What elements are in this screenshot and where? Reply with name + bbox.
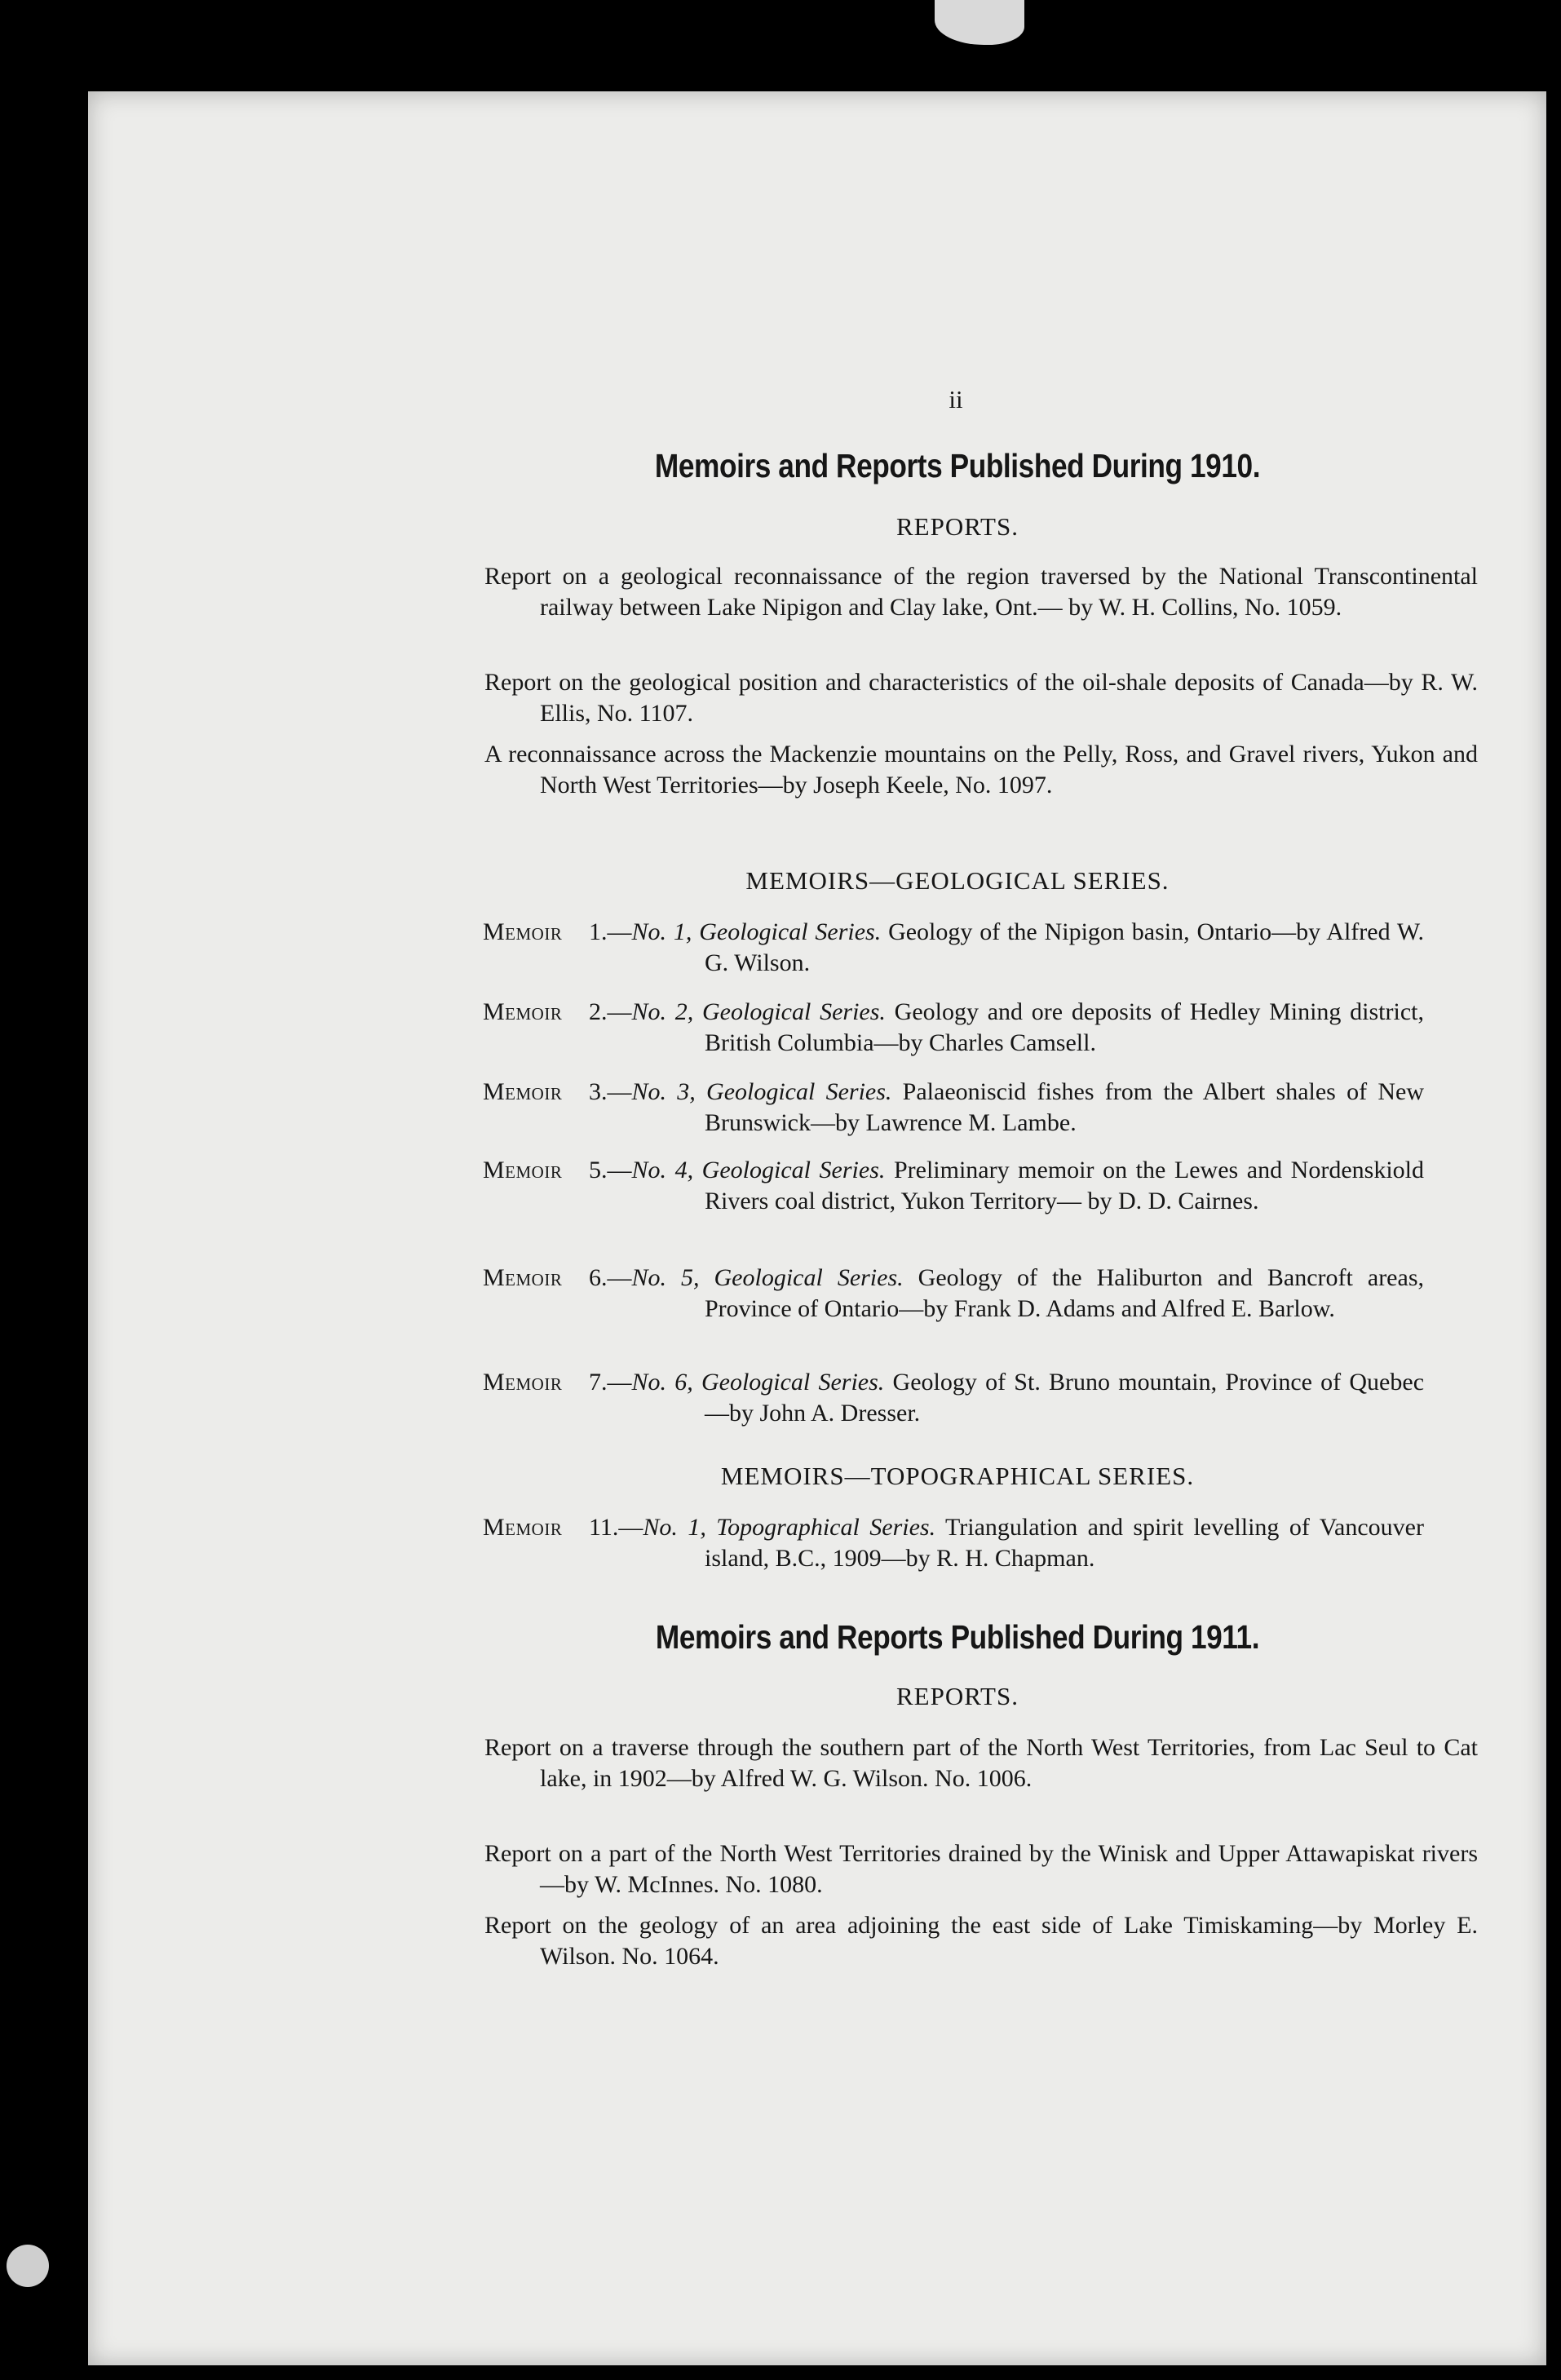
memoir-series: No. 1, Geological Series. <box>631 918 882 945</box>
memoir-series: No. 1, Topographical Series. <box>643 1514 936 1541</box>
memoir-entry <box>483 1077 1424 1139</box>
memoir-entry <box>483 1367 1424 1429</box>
memoir-label: Memoir <box>483 918 563 945</box>
section-heading-1910: Memoirs and Reports Published During 1910. <box>654 447 1261 484</box>
memoir-label: Memoir <box>483 1514 563 1541</box>
memoir-series: No. 4, Geological Series. <box>631 1157 886 1183</box>
memoir-number: 2.— <box>589 998 632 1025</box>
topographical-series-label: MEMOIRS—TOPOGRAPHICAL SERIES. <box>720 1462 1195 1490</box>
memoir-text: Palaeoniscid fishes from the Albert shales of New Brunswick—by Lawrence M. Lambe. <box>705 1078 1424 1136</box>
memoir-number: 5.— <box>589 1157 632 1183</box>
memoir-text: Geology of the Haliburton and Bancroft areas, Province of Ontario—by Frank D. Adams and Alfred E. Barlow. <box>705 1264 1424 1322</box>
memoir-label: Memoir <box>483 1369 563 1396</box>
memoir-number: 3.— <box>589 1078 632 1105</box>
reports-label-1910: REPORTS. <box>896 512 1019 541</box>
memoir-label: Memoir <box>483 1078 563 1105</box>
report-entry: Report on a geological reconnaissance of the region traversed by the National Transcontinental railway between Lake Nipigon and Clay lake, Ont.— by W. H. Collins, No. 1059. <box>484 563 1478 621</box>
memoir-series: No. 6, Geological Series. <box>631 1369 885 1396</box>
memoir-number: 1.— <box>589 918 632 945</box>
memoir-entry <box>483 1263 1424 1325</box>
memoir-series: No. 2, Geological Series. <box>631 998 886 1025</box>
memoir-number: 11.— <box>589 1514 643 1541</box>
geological-series-label: MEMOIRS—GEOLOGICAL SERIES. <box>745 866 1170 895</box>
memoir-text: Geology and ore deposits of Hedley Mining district, British Columbia—by Charles Camsell. <box>705 998 1424 1056</box>
scan-blemish <box>935 0 1024 45</box>
report-entry: A reconnaissance across the Mackenzie mountains on the Pelly, Ross, and Gravel rivers, Yukon and North West Territories—by Joseph Keele, No. 1097. <box>484 741 1478 798</box>
report-entry: Report on the geological position and characteristics of the oil-shale deposits of Canada—by R. W. Ellis, No. 1107. <box>484 669 1478 727</box>
memoir-series: No. 5, Geological Series. <box>631 1264 904 1291</box>
memoir-entry <box>483 917 1424 979</box>
report-entry: Report on a part of the North West Territories drained by the Winisk and Upper Attawapiskat rivers—by W. McInnes. No. 1080. <box>484 1840 1478 1898</box>
memoir-label: Memoir <box>483 1264 563 1291</box>
memoir-text: Triangulation and spirit levelling of Vancouver island, B.C., 1909—by R. H. Chapman. <box>705 1514 1424 1572</box>
scanned-page <box>88 91 1546 2365</box>
memoir-entry <box>483 1155 1424 1217</box>
memoir-series: No. 3, Geological Series. <box>631 1078 892 1105</box>
memoir-entry <box>483 997 1424 1059</box>
section-heading-1911: Memoirs and Reports Published During 1911. <box>655 1618 1260 1656</box>
reports-label-1911: REPORTS. <box>896 1682 1019 1710</box>
memoir-number: 6.— <box>589 1264 632 1291</box>
memoir-text: Geology of St. Bruno mountain, Province of Quebec—by John A. Dresser. <box>705 1369 1425 1427</box>
memoir-text: Preliminary memoir on the Lewes and Nordenskiold Rivers coal district, Yukon Territory— by D. D. Cairnes. <box>705 1157 1424 1214</box>
memoir-label: Memoir <box>483 998 563 1025</box>
memoir-entry <box>483 1512 1424 1574</box>
memoir-text: Geology of the Nipigon basin, Ontario—by Alfred W. G. Wilson. <box>705 918 1424 976</box>
page-folio: ii <box>949 385 963 414</box>
memoir-number: 7.— <box>589 1369 632 1396</box>
memoir-label: Memoir <box>483 1157 563 1183</box>
scan-blemish <box>7 2245 49 2287</box>
report-entry: Report on the geology of an area adjoining the east side of Lake Timiskaming—by Morley E. Wilson. No. 1064. <box>484 1912 1478 1970</box>
report-entry: Report on a traverse through the southern part of the North West Territories, from Lac Seul to Cat lake, in 1902—by Alfred W. G. Wilson. No. 1006. <box>484 1734 1478 1792</box>
